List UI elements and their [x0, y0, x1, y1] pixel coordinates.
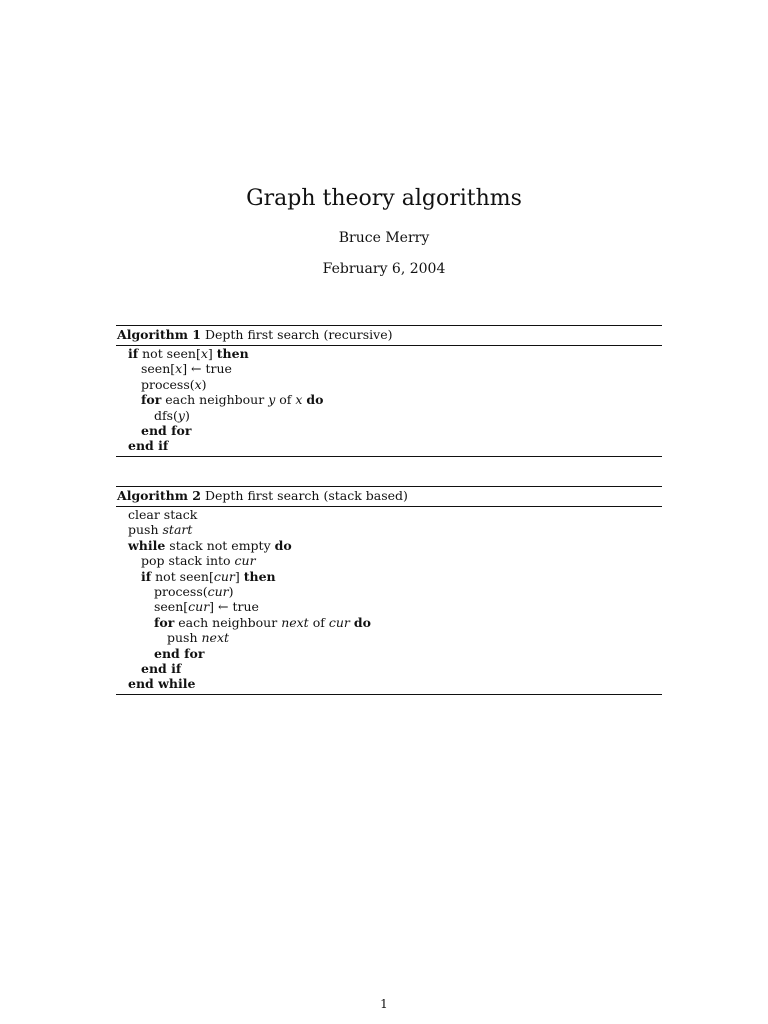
pseudocode-keyword: end for — [154, 645, 205, 661]
pseudocode-line — [116, 615, 662, 630]
pseudocode-text: of — [308, 614, 329, 630]
pseudocode-line — [116, 361, 662, 376]
pseudocode-variable: x — [295, 392, 303, 408]
pseudocode-keyword: do — [274, 537, 292, 553]
pseudocode-keyword: do — [306, 392, 324, 408]
pseudocode-variable: cur — [328, 614, 350, 630]
pseudocode-text: each neighbour — [161, 392, 269, 408]
pseudocode-variable: x — [200, 346, 208, 361]
pseudocode-variable: next — [201, 630, 230, 646]
document-author: Bruce Merry — [338, 230, 430, 246]
pseudocode-variable: next — [281, 614, 309, 630]
pseudocode-keyword: for — [154, 614, 175, 630]
algorithm-block-1 — [116, 325, 662, 457]
pseudocode-text: dfs( — [154, 407, 178, 423]
pseudocode-keyword: if — [141, 568, 152, 584]
pseudocode-text: of — [275, 392, 296, 408]
pseudocode-keyword: then — [216, 346, 249, 361]
pseudocode-text: seen[ — [141, 361, 176, 377]
pseudocode-text: clear stack — [128, 507, 198, 522]
pseudocode-line — [116, 408, 662, 423]
pseudocode-keyword: while — [128, 537, 166, 553]
pseudocode-line — [116, 507, 662, 522]
pseudocode-text: process( — [141, 376, 195, 392]
document-title: Graph theory algorithms — [246, 186, 522, 211]
algorithm-body — [116, 346, 662, 457]
pseudocode-line — [116, 646, 662, 661]
pseudocode-variable: y — [177, 407, 185, 423]
pseudocode-line — [116, 630, 662, 645]
algorithm-caption — [116, 486, 662, 507]
pseudocode-text: not seen[ — [138, 346, 201, 361]
pseudocode-text: ] ← true — [182, 361, 232, 377]
algorithm-caption — [116, 325, 662, 346]
pseudocode-line — [116, 553, 662, 568]
pseudocode-line — [116, 346, 662, 361]
pseudocode-line — [116, 423, 662, 438]
pseudocode-text: push — [128, 522, 163, 538]
pseudocode-text: seen[ — [154, 599, 189, 615]
pseudocode-variable: cur — [207, 583, 229, 599]
pseudocode-text: stack not empty — [165, 537, 275, 553]
pseudocode-variable: cur — [188, 599, 210, 615]
algorithm-block-2 — [116, 486, 662, 695]
pseudocode-keyword: end if — [141, 660, 182, 676]
pseudocode-keyword: if — [128, 346, 139, 361]
pseudocode-keyword: end for — [141, 422, 192, 438]
algorithm-label: Algorithm 1 — [117, 327, 201, 342]
pseudocode-keyword: end while — [128, 676, 196, 692]
algorithm-caption-text: Depth first search (recursive) — [204, 327, 393, 342]
pseudocode-text: process( — [154, 583, 208, 599]
pseudocode-text: ] — [234, 568, 244, 584]
pseudocode-keyword: end if — [128, 438, 169, 454]
pseudocode-line — [116, 522, 662, 537]
document-date: February 6, 2004 — [322, 261, 446, 277]
algorithm-body — [116, 507, 662, 695]
pseudocode-line — [116, 584, 662, 599]
pseudocode-variable: x — [175, 361, 183, 377]
pseudocode-line — [116, 599, 662, 614]
pseudocode-text: ) — [228, 583, 234, 599]
pseudocode-keyword: then — [243, 568, 276, 584]
pseudocode-line — [116, 569, 662, 584]
pseudocode-variable: x — [194, 376, 202, 392]
algorithm-label: Algorithm 2 — [117, 488, 201, 503]
pseudocode-text: push — [167, 630, 202, 646]
pseudocode-text: ] ← true — [209, 599, 259, 615]
pseudocode-variable: cur — [234, 553, 256, 569]
pseudocode-line — [116, 538, 662, 553]
page-number: 1 — [380, 997, 388, 1011]
pseudocode-text: each neighbour — [174, 614, 282, 630]
pseudocode-keyword: do — [353, 614, 371, 630]
pseudocode-line — [116, 438, 662, 453]
pseudocode-text: ) — [201, 376, 207, 392]
pseudocode-line — [116, 661, 662, 676]
pseudocode-line — [116, 377, 662, 392]
algorithm-caption-text: Depth first search (stack based) — [204, 488, 408, 503]
pseudocode-line — [116, 676, 662, 691]
pseudocode-text: pop stack into — [141, 553, 235, 569]
pseudocode-text: not seen[ — [151, 568, 214, 584]
pseudocode-line — [116, 392, 662, 407]
pseudocode-variable: y — [268, 392, 276, 408]
pseudocode-text: ) — [184, 407, 190, 423]
pseudocode-text: ] — [207, 346, 217, 361]
pseudocode-variable: start — [162, 522, 193, 538]
pseudocode-keyword: for — [141, 392, 162, 408]
pseudocode-variable: cur — [213, 568, 235, 584]
